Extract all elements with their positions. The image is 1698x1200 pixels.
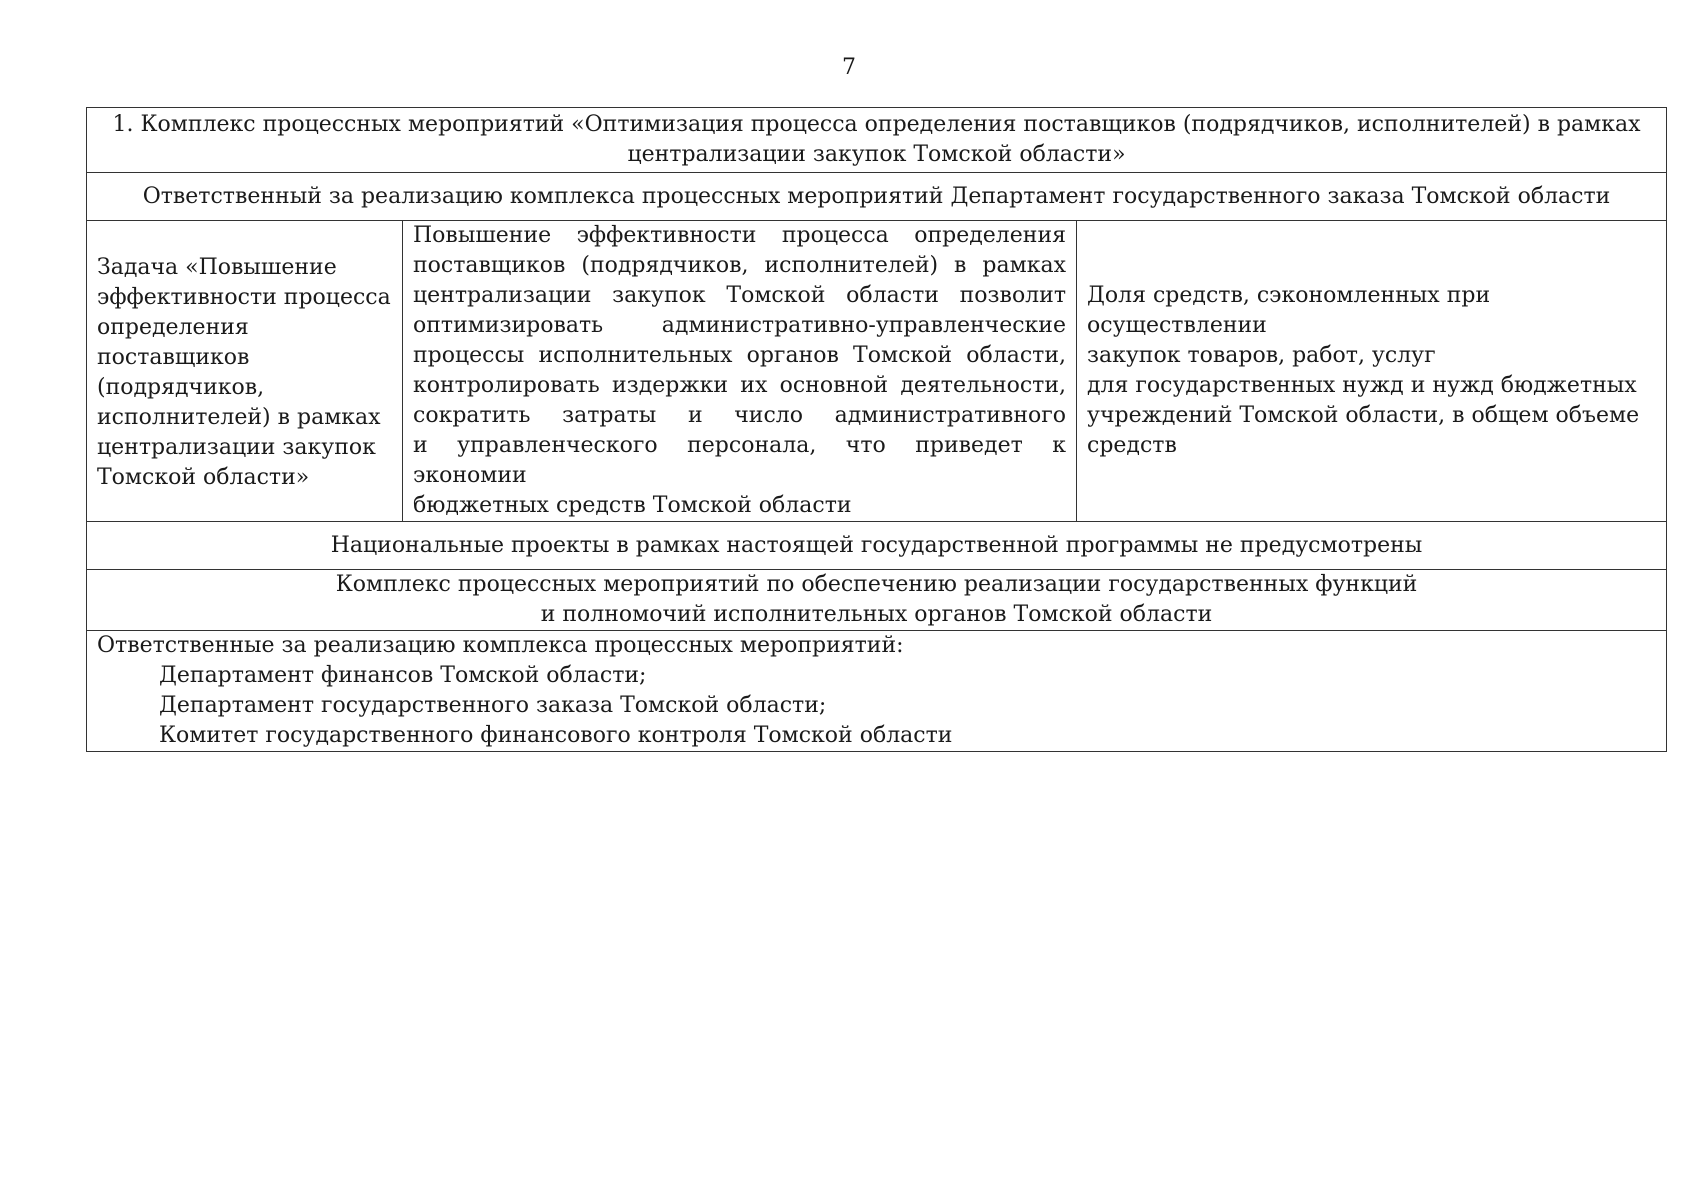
complex2-responsible-heading: Ответственные за реализацию комплекса процессных мероприятий: bbox=[97, 633, 904, 658]
description-line: поставщиков (подрядчиков, исполнителей) в рамках bbox=[413, 253, 1066, 278]
complex2-title-line1: Комплекс процессных мероприятий по обеспечению реализации государственных функций bbox=[335, 572, 1418, 597]
national-projects-row bbox=[87, 522, 1667, 570]
section1-responsible-row bbox=[87, 173, 1667, 221]
complex2-responsible-row bbox=[87, 631, 1667, 752]
description-line: Повышение эффективности процесса определения bbox=[413, 223, 1066, 248]
task-row bbox=[87, 221, 1667, 522]
section1-title-line1: 1. Комплекс процессных мероприятий «Оптимизация процесса определения поставщиков (подрядчиков, исполнителей) в рамках bbox=[112, 112, 1641, 137]
section1-title-line2: централизации закупок Томской области» bbox=[627, 142, 1126, 167]
responsible-list-item: Департамент государственного заказа Томской области; bbox=[159, 693, 827, 718]
indicator-cell bbox=[1077, 221, 1667, 522]
description-line: оптимизировать административно-управленческие bbox=[413, 313, 1066, 338]
section1-responsible-cell: Ответственный за реализацию комплекса процессных мероприятий Департамент государственного заказа Томской области bbox=[87, 173, 1667, 221]
task-cell: Задача «Повышение эффективности процесса определения поставщиков (подрядчиков, исполнителей) в рамках централизации закупок Томской области» bbox=[87, 221, 403, 522]
description-line: централизации закупок Томской области позволит bbox=[413, 283, 1066, 308]
task-description-cell bbox=[403, 221, 1077, 522]
description-line: и управленческого персонала, что приведет к экономии bbox=[413, 433, 1066, 488]
program-structure-table bbox=[86, 107, 1667, 752]
section1-title-cell bbox=[87, 108, 1667, 173]
description-line: контролировать издержки их основной деятельности, bbox=[413, 373, 1066, 398]
description-line: процессы исполнительных органов Томской области, bbox=[413, 343, 1066, 368]
indicator-line: учреждений Томской области, в общем объеме bbox=[1087, 403, 1640, 428]
complex2-responsible-cell bbox=[87, 631, 1667, 752]
responsible-list-item: Департамент финансов Томской области; bbox=[159, 663, 647, 688]
description-line: сократить затраты и число административного bbox=[413, 403, 1066, 428]
indicator-line: закупок товаров, работ, услуг bbox=[1087, 343, 1436, 368]
complex2-title-line2: и полномочий исполнительных органов Томской области bbox=[540, 602, 1213, 627]
section1-title-row bbox=[87, 108, 1667, 173]
indicator-line: для государственных нужд и нужд бюджетных bbox=[1087, 373, 1637, 398]
national-projects-cell: Национальные проекты в рамках настоящей государственной программы не предусмотрены bbox=[87, 522, 1667, 570]
responsible-list-item: Комитет государственного финансового контроля Томской области bbox=[159, 723, 953, 748]
complex2-title-row bbox=[87, 570, 1667, 631]
page-number: 7 bbox=[842, 55, 856, 80]
description-line: бюджетных средств Томской области bbox=[413, 493, 852, 518]
indicator-line: Доля средств, сэкономленных при осуществлении bbox=[1087, 283, 1491, 338]
indicator-line: средств bbox=[1087, 433, 1177, 458]
complex2-title-cell bbox=[87, 570, 1667, 631]
